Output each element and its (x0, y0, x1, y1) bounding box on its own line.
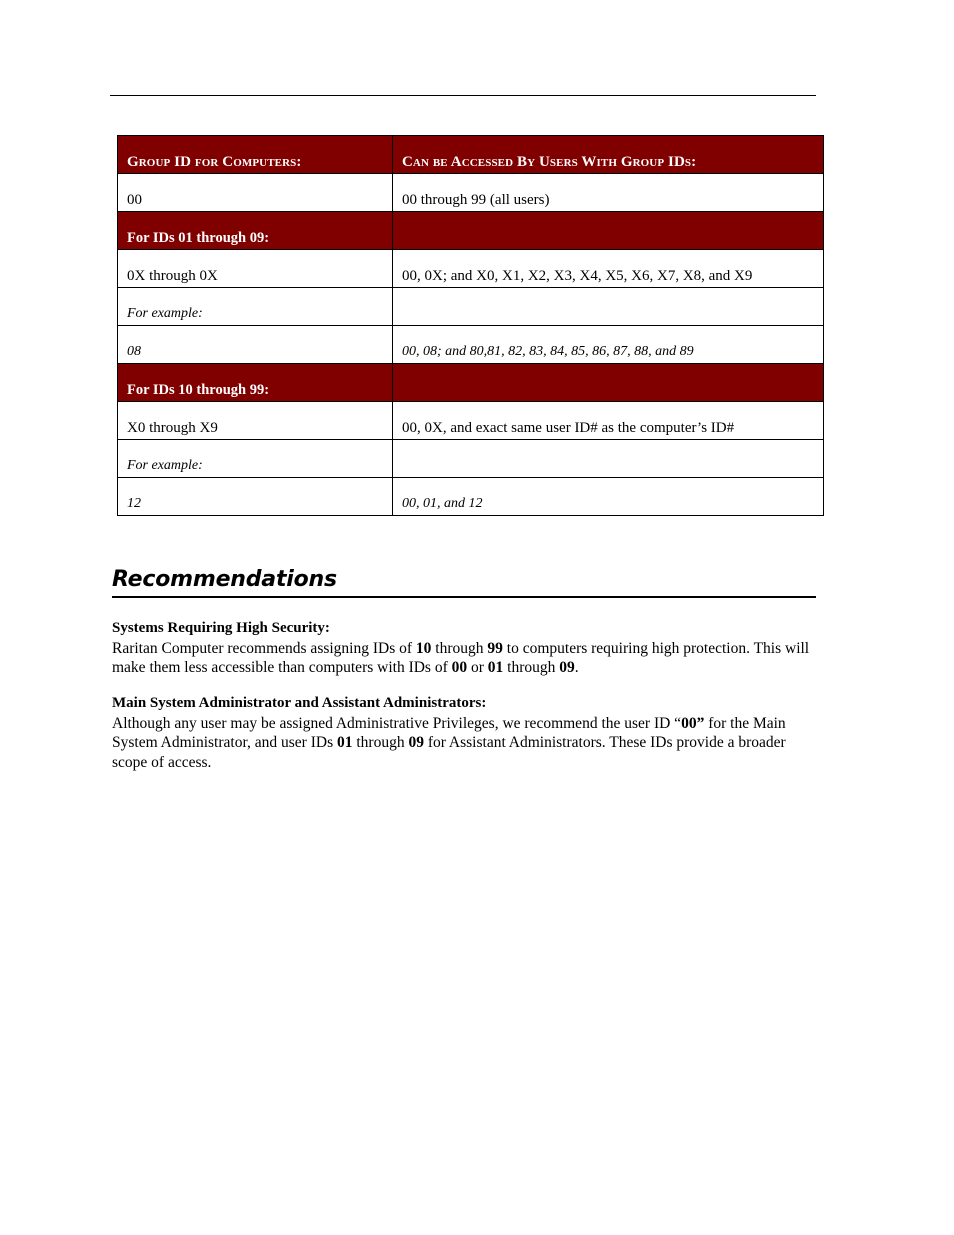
text-run: . (574, 659, 579, 676)
cell-accessed-by: 00, 0X; and X0, X1, X2, X3, X4, X5, X6, X7, X8, and X9 (393, 250, 824, 288)
bold-id: 10 (415, 639, 432, 657)
section-empty-cell (393, 212, 824, 250)
header-accessed-by: Can be Accessed By Users With Group IDs: (393, 136, 824, 174)
bold-id: 99 (487, 639, 503, 657)
text-run: through (503, 659, 560, 676)
example-label-row (118, 288, 824, 326)
cell-accessed-by: 00, 0X, and exact same user ID# as the computer’s ID# (393, 402, 824, 440)
text-run: Raritan Computer recommends assigning IDs of (112, 639, 416, 657)
cell-accessed-by: 00, 08; and 80,81, 82, 83, 84, 85, 86, 87, 88, and 89 (393, 326, 824, 364)
bold-id: 00” (681, 714, 705, 732)
bold-id: 01 (487, 659, 504, 676)
text-run: through (431, 639, 488, 657)
cell-group-id: 00 (118, 174, 393, 212)
cell-group-id: X0 through X9 (118, 402, 393, 440)
empty-cell (393, 288, 824, 326)
cell-group-id: 0X through 0X (118, 250, 393, 288)
section-label: For IDs 10 through 99: (118, 364, 393, 402)
cell-group-id: 12 (118, 478, 393, 516)
example-label-row (118, 440, 824, 478)
example-row (118, 326, 824, 364)
text-run: through (352, 734, 409, 751)
example-row (118, 478, 824, 516)
section-label: For IDs 01 through 09: (118, 212, 393, 250)
administrators-section (112, 694, 816, 772)
text-run: or (467, 659, 488, 676)
text-run: for the Main System Administrator, and user IDs (112, 714, 786, 751)
cell-group-id: 08 (118, 326, 393, 364)
high-security-paragraph (112, 639, 816, 678)
bold-id: 01 (336, 734, 353, 751)
bold-id: 09 (559, 659, 575, 676)
bold-id: 00 (451, 659, 468, 676)
example-label: For example: (118, 440, 393, 478)
table-header-row (118, 136, 824, 174)
text-run: for Assistant Administrators. These IDs provide a broader scope of access. (112, 734, 786, 771)
cell-accessed-by: 00 through 99 (all users) (393, 174, 824, 212)
table-row (118, 402, 824, 440)
section-row-01-09 (118, 212, 824, 250)
table-row (118, 250, 824, 288)
header-rule (110, 95, 816, 96)
high-security-heading: Systems Requiring High Security: (112, 620, 330, 636)
section-empty-cell (393, 364, 824, 402)
text-run: to computers requiring high protection. This will make them less accessible than computers with IDs of (112, 639, 810, 676)
header-group-id: Group ID for Computers: (118, 136, 393, 174)
recommendations-heading: Recommendations (112, 564, 816, 598)
empty-cell (393, 440, 824, 478)
text-run: Although any user may be assigned Administrative Privileges, we recommend the user ID “ (112, 714, 682, 732)
section-row-10-99 (118, 364, 824, 402)
cell-accessed-by: 00, 01, and 12 (393, 478, 824, 516)
group-id-table (117, 135, 824, 516)
administrators-paragraph (112, 714, 816, 773)
high-security-section (112, 619, 816, 678)
bold-id: 09 (408, 734, 424, 751)
table-row (118, 174, 824, 212)
example-label: For example: (118, 288, 393, 326)
administrators-heading: Main System Administrator and Assistant Administrators: (112, 695, 487, 711)
